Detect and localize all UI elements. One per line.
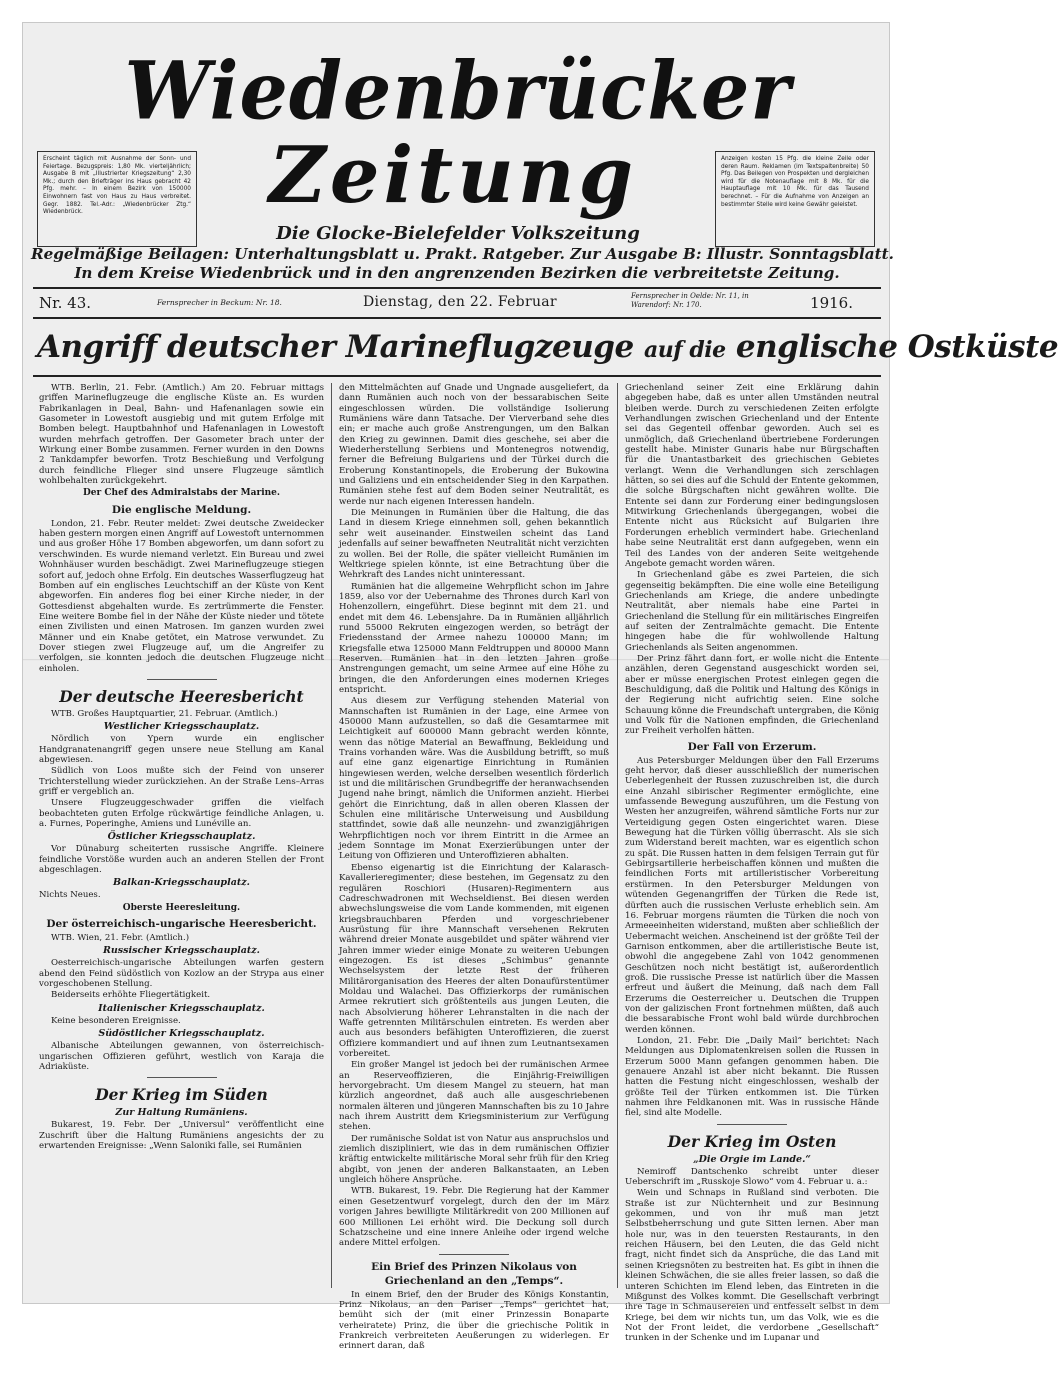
- masthead: [23, 23, 894, 285]
- issue-year: 1916.: [810, 294, 853, 312]
- separator: [147, 679, 217, 680]
- dateline-bar: [33, 287, 881, 319]
- supplements-line: Regelmäßige Beilagen: Unterhaltungsblatt u. Prakt. Ratgeber. Zur Ausgabe B: Illustr. Sonntagsblatt.: [31, 245, 894, 263]
- article-paragraph: In einem Brief, den der Bruder des Königs Konstantin, Prinz Nikolaus, an den Pariser „Temps“ gerichtet hat, bemüht sich der (mit einer Prinzessin Bonaparte verheiratete) Prinz, die über die griechische Politik in Frankreich verbreiteten Aeußerungen zu widerlegen. Er erinnert daran, daß: [339, 1289, 609, 1352]
- headline-main: Angriff deutscher Marineflugzeuge: [37, 329, 634, 365]
- issue-number: Nr. 43.: [39, 294, 92, 312]
- headline-connector: auf die: [643, 337, 726, 363]
- article-paragraph: WTB. Bukarest, 19. Febr. Die Regierung hat der Kammer einen Gesetzentwurf vorgelegt, durch den der im März vorigen Jahres bewilligte Militärkredit von 200 Millionen auf 600 Millionen Lei erhöht wird. Die Deckung soll durch Schatzscheine und eine innere Anleihe oder irgend welche andere Mittel erfolgen.: [339, 1186, 609, 1249]
- article-paragraph: Ein großer Mangel ist jedoch bei der rumänischen Armee an Reserveoffizieren, die Einjährig-Freiwilligen hervorgebracht. Um diesem Mangel zu steuern, hat man kürzlich angeordnet, daß auch alle ausgeschriebenen normalen älteren und jüngeren Mannschaften bis zu 10 Jahre nach ihrem Austritt dem Kriegsministerium zur Verfügung stehen.: [339, 1060, 609, 1133]
- title-line-2: Zeitung: [268, 130, 638, 221]
- section-heading: Der deutsche Heeresbericht: [59, 686, 304, 706]
- article-paragraph: den Mittelmächten auf Gnade und Ungnade ausgeliefert, da dann Rumänien auch noch von der bessarabischen Seite eingeschlossen würden. Die vollständige Isolierung Rumäniens wäre dann Tatsache. Der Vierverband sehe dies ein; er mache auch große Anstrengungen, um den Balkan den Krieg zu gewinnen. Damit dies geschehe, sei aber die Wiederherstellung Serbiens und Montenegros notwendig, ferner die Befreiung Bulgariens und der Türkei durch die Eroberung Konstantinopels, die Eroberung der Bukowina und Galiziens und ein entscheidender Sieg in den Karpathen. Rumänien stehe fest auf dem Boden seiner Neutralität, es werde nur nach eigenen Interessen handeln.: [339, 383, 609, 507]
- column-divider: [617, 383, 618, 1288]
- subheading: Westlicher Kriegsschauplatz.: [103, 721, 260, 733]
- headline-rule: [33, 375, 881, 377]
- subheading: Südöstlicher Kriegsschauplatz.: [98, 1028, 265, 1040]
- article-paragraph: Beiderseits erhöhte Fliegertätigkeit.: [51, 990, 211, 1001]
- article-paragraph: WTB. Berlin, 21. Febr. (Amtlich.) Am 20. Februar mittags griffen Marineflugzeuge die englische Küste an. Es wurden Fabrikanlagen in Deal, Bahn- und Hafenanlagen sowie ein Gasometer in Lowestoft ausgiebig und mit gutem Erfolge mit Bomben belegt. Hauptbahnhof und Hafenanlagen in Lowestoft wurden mehrfach getroffen. Der Gasometer brach unter der Wirkung einer Bombe zusammen. Ferner wurden in den Downs 2 Tankdampfer beworfen. Trotz Beschießung und Verfolgung durch feindliche Flieger sind unsere Flugzeuge sämtlich wohlbehalten zurückgekehrt.: [39, 383, 324, 487]
- column-2: [339, 383, 609, 1352]
- signature: Oberste Heeresleitung.: [122, 902, 241, 913]
- signature: Der Chef des Admiralstabs der Marine.: [82, 488, 281, 499]
- article-paragraph: Ebenso eigenartig ist die Einrichtung der Kalarasch-Kavallerieregimenter; diese bestehen, im Gegensatz zu den regulären Roschiori (Husaren)-Regimentern aus Cadreschwadronen mit Wechseldienst. Bei diesen werden abwechslungsweise die vom Lande kommenden, mit eigenen kriegsbrauchbaren Pferden und vorgeschriebener Ausrüstung für ihre Mannschaft versehenen Rekruten während dreier Monate ausgebildet und später während vier Jahren immer wieder einige Monate zu weiteren Uebungen eingezogen. Es ist dieses „Schimbus“ genannte Wechselsystem der letzte Rest der früheren Militärorganisation des Heeres der alten Donaufürstentümer Moldau und Walachei. Das Offizierkorps der rumänischen Armee rekrutiert sich größtenteils aus jungen Leuten, die nach Absolvierung höherer Lehranstalten in die nach der Waffe getrennten Militärschulen eintreten. Es werden aber auch aus besonders befähigten Unteroffizieren, die zuerst Offiziere kommandiert und auf ihnen zum Leutnantsexamen vorbereitet.: [339, 862, 609, 1059]
- article-paragraph: Aus diesem zur Verfügung stehenden Material von Mannschaften ist Rumänien in der Lage, eine Armee von 450000 Mann aufzustellen, so daß die Gesamtarmee mit Leichtigkeit auf 600000 Mann gebracht werden könnte, wenn das nötige Material an Bewaffnung, Bekleidung und Trains vorhanden wäre. Was die Ausbildung betrifft, so muß auf eine ganz eigenartige Einrichtung in Rumänien hingewiesen werden, welche derselben wesentlich förderlich ist und die militärischen Grundbegriffe der heranwachsenden Jugend nahe bringt, nämlich die Uniformen anzieht. Hierbei gehört die Einrichtung, daß in allen oberen Klassen der Schulen eine militärische Unterweisung und Ausbildung stattfindet, sowie daß alle neunzehn- und zwanzigjährigen Wehrpflichtigen noch vor ihrem Eintritt in die Armee an jedem Sonntage im Monat Exerzierübungen unter der Leitung von Offizieren und Unteroffizieren abhalten.: [339, 696, 609, 862]
- subheading: Östlicher Kriegsschauplatz.: [107, 831, 256, 843]
- article-paragraph: In Griechenland gäbe es zwei Parteien, die sich gegenseitig bekämpften. Die eine wolle eine Beteiligung Griechenlands am Kriege, die andere unbedingte Neutralität, aber niemals habe eine Partei in Griechenland die Stellung für ein militärisches Eingreifen auf seiten der Zentralmächte gemacht. Die Entente hingegen habe die für wohlwollende Haltung Griechenlands als Seiten angenommen.: [625, 570, 879, 653]
- article-paragraph: Wein und Schnaps in Rußland sind verboten. Die Straße ist zur Nüchternheit und zur Besinnung gekommen, und von ihr muß man jetzt Selbstbeherrschung und gute Sitten lernen. Aber man hole nur, was in den teuersten Restaurants, in den reichen Häusern, bei den Leuten, die das Geld nicht fragt, nicht findet sich da Ansprüche, die das Land mit seinen Kriegsnöten zu bestreiten hat. Es gibt in ihnen die kleinen Schwächen, die sie alles freier lassen, so daß die unteren Schichten im Elend leben, das Eintreten in die Mißgunst des Volkes kommt. Die Gesellschaft verbringt ihre Tage in Schmausereien und entfesselt selbst in dem Kriege, bei dem wir nichts tun, um das Volk, wie es die Not der Front leidet, die verdorbene „Gesellschaft“ trunken in der Schenke und im Lupanar und: [625, 1188, 879, 1344]
- subscription-info-box: Erscheint täglich mit Ausnahme der Sonn- und Feiertage. Bezugspreis: 1,80 Mk. vierteljährlich; Ausgabe B mit „Illustrierter Kriegszeitung“ 2,30 Mk.; durch den Briefträger ins Haus gebracht 42 Pfg. mehr. – In einem Bezirk von 150000 Einwohnern fast von Haus zu Haus verbreitet. Gegr. 1882. Tel.-Adr.: „Wiedenbrücker Ztg.“ Wiedenbrück.: [37, 151, 197, 247]
- article-paragraph: Nichts Neues.: [39, 890, 101, 901]
- article-paragraph: WTB. Großes Hauptquartier, 21. Februar. (Amtlich.): [51, 708, 278, 719]
- article-paragraph: Oesterreichisch-ungarische Abteilungen warfen gestern abend den Feind südöstlich von Kozlow an der Strypa aus einer vorgeschobenen Stellung.: [39, 958, 324, 990]
- article-paragraph: London, 21. Febr. Reuter meldet: Zwei deutsche Zweidecker haben gestern morgen einen Angriff auf Lowestoft unternommen und aus großer Höhe 17 Bomben abgeworfen, um dann sofort zu verschwinden. Es wurde niemand verletzt. Ein Bureau und zwei Wohnhäuser wurden beschädigt. Zwei Marineflugzeuge stiegen sofort auf, jedoch ohne Erfolg. Ein deutsches Wasserflugzeug hat Bomben auf ein englisches Leuchtschiff an der Küste von Kent abgeworfen. Ein anderes flog bei einer Kirche nieder, in der Gottesdienst abgehalten wurde. Es zertrümmerte die Fenster. Eine weitere Bombe fiel in der Nähe der Küste nieder und tötete einen Zivilisten und einen Matrosen. Im ganzen wurden zwei Männer und ein Knabe getötet, ein Matrose verwundet. Zu Dover stiegen zwei Flugzeuge auf, um die Angreifer zu verfolgen, sie konnten jedoch die deutschen Flugzeuge nicht einholen.: [39, 518, 325, 674]
- article-paragraph: Der rumänische Soldat ist von Natur aus anspruchslos und ziemlich diszipliniert, wie das in dem rumänischen Offizier kräftig entwickelte militärische Moral sehr früh für den Krieg abgibt, von jenen der anderen Balkanstaaten, an Leben ungleich höhere Ansprüche.: [339, 1133, 609, 1186]
- section-heading: Der Krieg im Süden: [95, 1085, 268, 1105]
- separator: [147, 1077, 217, 1078]
- article-paragraph: Aus Petersburger Meldungen über den Fall Erzerums geht hervor, daß dieser ausschließlich der numerischen Ueberlegenheit der Russen zuzuschreiben ist, die durch eine Anzahl sibirischer Regimenter ermöglichte, eine umfassende Bewegung auszuführen, um die Festung von Westen her anzugreifen, während sämtliche Forts nur zur Verteidigung gegen Osten eingerichtet waren. Diese Bewegung hat die Türken völlig überrascht. Als sie sich zum Widerstand bereit machten, war es eigentlich schon zu spät. Die Russen hatten in dem felsigen Terrain gut für Gebirgsartillerie herbeischaffen können und mußten die feindlichen Forts mit artilleristischer Vorbereitung erstürmen. In den Petersburger Meldungen von wütenden Gegenangriffen der Türken die Rede ist, dürften auch die russischen Verluste erheblich sein. Am 16. Februar morgens räumten die Türken die noch von Armeeeinheiten widerstand, mußten aber schließlich der Uebermacht weichen. Anscheinend ist der größte Teil der Garnison entkommen, aber die artilleristische Beute ist, obwohl die angegebene Zahl von 1042 genommenen Geschützen noch nicht bestätigt ist, außerordentlich groß. Die russische Presse ist natürlich über die Massen erfreut und äußert die Meinung, daß nach dem Fall Erzerums die Oesterreicher u. Deutschen die Truppen von der galizischen Front fortnehmen müßten, daß auch die bessarabische Front wohl bald würde durchbrochen werden können.: [625, 755, 879, 1035]
- headline-end: englische Ostküste: [735, 329, 1058, 365]
- article-paragraph: Nemiroff Dantschenko schreibt unter dieser Ueberschrift im „Russkoje Slowo“ vom 4. Februar u. a.:: [625, 1166, 879, 1188]
- section-heading: Der österreichisch-ungarische Heeresbericht.: [46, 918, 317, 931]
- section-heading: Die englische Meldung.: [111, 503, 252, 516]
- article-paragraph: Bukarest, 19. Febr. Der „Universul“ veröffentlicht eine Zuschrift über die Haltung Rumäniens angesichts der zu erwartenden Ereignisse: „Wenn Saloniki falle, sei Rumänien: [39, 1120, 324, 1151]
- subheading: Italienischer Kriegsschauplatz.: [98, 1002, 265, 1014]
- newspaper-page: [22, 22, 1058, 1352]
- advertising-info-box: Anzeigen kosten 15 Pfg. die kleine Zeile oder deren Raum. Reklamen (im Textspaltenbreite) 50 Pfg. Das Beilegen von Prospekten und dergleichen wird für die Notenauflage mit 8 Mk. für die Hauptauflage mit 10 Mk. für das Tausend berechnet. – Für die Aufnahme von Anzeigen an bestimmter Stelle wird keine Gewähr geleistet.: [715, 151, 875, 247]
- section-heading: Ein Brief des Prinzen Nikolaus von Griechenland an den „Temps“.: [371, 1260, 577, 1287]
- section-heading: Der Krieg im Osten: [667, 1131, 837, 1151]
- phone-beckum: Fernsprecher in Beckum: Nr. 18.: [157, 298, 282, 307]
- article-paragraph: Unsere Flugzeuggeschwader griffen die vielfach beobachteten guten Erfolge rückwärtige feindliche Anlagen, u. a. Furnes, Poperinghe, Amiens und Lunéville an.: [39, 798, 324, 830]
- column-3: [625, 383, 879, 1344]
- section-heading: Der Fall von Erzerum.: [687, 740, 817, 753]
- article-paragraph: Die Meinungen in Rumänien über die Haltung, die das Land in diesem Kriege einnehmen soll, gehen bekanntlich sehr weit auseinander. Einstweilen scheint das Land jedenfalls auf seiner bewaffneten Neutralität nicht verzichten zu wollen. Bei der Rolle, die später vielleicht Rumänien im Weltkriege spielen könnte, ist eine Betrachtung über die Wehrkraft des Landes nicht uninteressant.: [339, 508, 609, 581]
- title-line-1: Wiedenbrücker: [124, 43, 792, 138]
- column-divider: [331, 383, 332, 1288]
- article-paragraph: Rumänien hat die allgemeine Wehrpflicht schon im Jahre 1859, also vor der Uebernahme des Thrones durch Karl von Hohenzollern, eingeführt. Diese beginnt mit dem 21. und endet mit dem 46. Lebensjahre. Da in Rumänien alljährlich rund 55000 Rekruten eingezogen werden, so beträgt der Friedensstand der Armee nahezu 100000 Mann; im Kriegsfalle etwa 125000 Mann Feldtruppen und 80000 Mann Reserven. Rumänien hat in den letzten Jahren große Anstrengungen gemacht, um seine Armee auf eine Höhe zu bringen, die den Anforderungen eines modernen Krieges entspricht.: [339, 581, 609, 695]
- separator: [439, 1254, 509, 1255]
- subheading: Balkan-Kriegsschauplatz.: [113, 877, 250, 889]
- circulation-line: In dem Kreise Wiedenbrück und in den angrenzenden Bezirken die verbreitetste Zeitung.: [74, 264, 840, 282]
- issue-date: Dienstag, den 22. Februar: [363, 294, 557, 310]
- article-paragraph: Nördlich von Ypern wurde ein englischer Handgranatenangriff gegen unsere neue Stellung am Kanal abgewiesen.: [39, 734, 324, 765]
- article-paragraph: WTB. Wien, 21. Febr. (Amtlich.): [51, 933, 190, 944]
- article-paragraph: Keine besonderen Ereignisse.: [51, 1015, 181, 1026]
- article-paragraph: Vor Dünaburg scheiterten russische Angriffe. Kleinere feindliche Vorstöße wurden auch an anderen Stellen der Front abgeschlagen.: [39, 844, 324, 876]
- subheading: Zur Haltung Rumäniens.: [115, 1107, 248, 1119]
- subtitle: Die Glocke-Bielefelder Volkszeitung: [276, 223, 640, 244]
- article-paragraph: Der Prinz fährt dann fort, er wolle nicht die Entente anzählen, deren Gegenstand ausgeschickt worden sei, aber er müsse energischen Protest einlegen gegen die Beschuldigung, daß die Politik und Haltung des Königs in der Regierung nicht aufrichtig seien. Eine solche Schauung könne die Freundschaft untergraben, die König und Volk für die Nationen empfinden, die Griechenland zur Freiheit verholfen hätten.: [625, 653, 879, 737]
- article-paragraph: Griechenland seiner Zeit eine Erklärung dahin abgegeben habe, daß es unter allen Umständen neutral bleiben werde. Durch zu verschiedenen Zeiten erfolgte Verhandlungen zwischen Griechenland und der Entente sei das Gegenteil offenbar geworden. Auch sei es unmöglich, daß Griechenland übertriebene Forderungen gestellt habe. Minister Gunaris habe nur Bürgschaften für die Unantastbarkeit des griechischen Gebietes verlangt. Wenn die Verhandlungen sich zerschlagen hätten, so sei dies auf die Schuld der Entente gekommen, die solche Bürgschaften nicht gewähren wollte. Die Entente sei dann zur Forderung einer bedingungslosen Mitwirkung Griechenlands übergegangen, wobei die Entente nicht aus Rücksicht auf Bulgarien ihre Forderungen erheblich vermindert habe. Griechenland habe seine Neutralität erst dann aufgegeben, wenn ein Teil des Landes von der anderen Seite weitgehende Angebote gemacht worden wären.: [625, 383, 879, 569]
- main-headline: [37, 327, 1058, 370]
- subheading: „Die Orgie im Lande.“: [693, 1153, 811, 1165]
- separator: [717, 1124, 787, 1125]
- article-paragraph: London, 21. Febr. Die „Daily Mail“ berichtet: Nach Meldungen aus Diplomatenkreisen sollen die Russen in Erzerum 5000 Mann gefangen genommen haben. Die genauere Anzahl ist aber nicht bekannt. Die Russen hatten die Festung nicht eingeschlossen, weshalb der größte Teil der Türken entkommen ist. Die Türken nahmen ihre Feldkanonen mit. Was in russische Hände fiel, sind alte Modelle.: [625, 1035, 879, 1119]
- article-paragraph: Albanische Abteilungen gewannen, von österreichisch-ungarischen Offizieren geführt, westlich von Karaja die Adriaküste.: [39, 1041, 324, 1072]
- article-paragraph: Südlich von Loos mußte sich der Feind von unserer Trichterstellung wieder zurückziehen. An der Straße Lens–Arras griff er vergeblich an.: [39, 766, 324, 797]
- phone-oelde-warendorf: Fernsprecher in Oelde: Nr. 11, in Warendorf: Nr. 170.: [631, 292, 749, 309]
- column-1: [39, 383, 324, 1293]
- subheading: Russischer Kriegsschauplatz.: [102, 945, 260, 957]
